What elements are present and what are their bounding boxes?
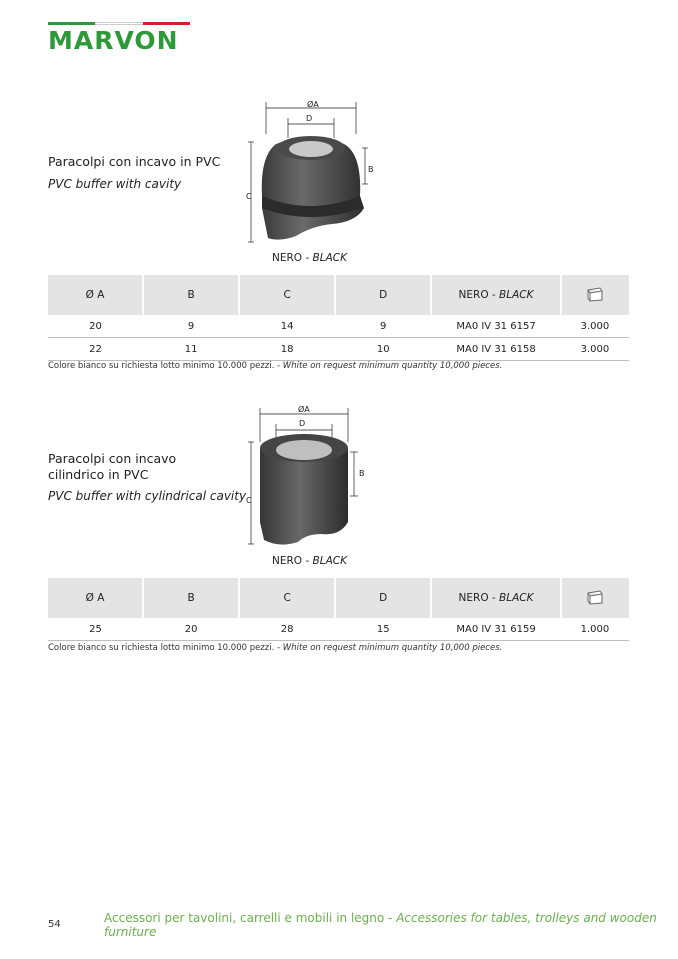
header-c: C <box>239 275 335 315</box>
product-title-it: Paracolpi con incavo in PVC <box>48 154 221 169</box>
flag-white <box>95 22 142 25</box>
color-label <box>272 555 347 567</box>
cell-d: 9 <box>335 315 431 338</box>
box-icon <box>586 286 604 302</box>
spec-table-1 <box>48 275 629 361</box>
product-title-it: Paracolpi con incavo cilindrico in PVC <box>48 451 177 482</box>
header-color-it: NERO - <box>458 592 500 604</box>
dim-d-label: D <box>306 114 313 123</box>
header-color <box>431 275 561 315</box>
table-header-row <box>48 275 629 315</box>
table-note <box>48 361 502 371</box>
color-label <box>272 252 347 264</box>
note-it: Colore bianco su richiesta lotto minimo 10.000 pezzi. - <box>48 643 283 653</box>
header-color-en: BLACK <box>499 289 534 301</box>
cell-b: 9 <box>143 315 239 338</box>
header-box-cell <box>561 578 629 618</box>
cell-c: 28 <box>239 618 335 641</box>
product-image-buffer-cylindrical <box>240 402 380 554</box>
brand-name: MARVON <box>48 26 179 55</box>
dim-c-label: C <box>246 496 252 505</box>
box-icon <box>586 589 604 605</box>
footer-text-it: Accessori per tavolini, carrelli e mobili in legno - <box>104 911 397 925</box>
dim-d-label: D <box>299 419 306 428</box>
cell-b: 20 <box>143 618 239 641</box>
footer-text-en: Accessories for tables, trolleys and wooden furniture <box>104 911 657 939</box>
cell-a: 20 <box>48 315 143 338</box>
table-header-row <box>48 578 629 618</box>
table-row <box>48 338 629 361</box>
cell-code: MA0 IV 31 6159 <box>431 618 561 641</box>
dim-a-label: ØA <box>307 100 319 109</box>
cell-c: 18 <box>239 338 335 361</box>
header-color <box>431 578 561 618</box>
flag-stripe <box>48 22 190 25</box>
spec-table-2 <box>48 578 629 641</box>
cell-d: 10 <box>335 338 431 361</box>
header-d: D <box>335 275 431 315</box>
dim-b-label: B <box>368 165 374 174</box>
cell-c: 14 <box>239 315 335 338</box>
flag-green <box>48 22 95 25</box>
note-en: White on request minimum quantity 10,000 pieces. <box>282 361 503 371</box>
dim-b-label: B <box>359 469 365 478</box>
footer-caption <box>104 911 678 939</box>
cell-d: 15 <box>335 618 431 641</box>
header-color-en: BLACK <box>499 592 534 604</box>
header-color-it: NERO - <box>458 289 500 301</box>
header-box-cell <box>561 275 629 315</box>
cell-a: 25 <box>48 618 143 641</box>
header-dia-a: Ø A <box>48 275 143 315</box>
flag-red <box>143 22 190 25</box>
cell-code: MA0 IV 31 6157 <box>431 315 561 338</box>
header-dia-a: Ø A <box>48 578 143 618</box>
page-number: 54 <box>48 919 61 930</box>
dim-c-label: C <box>246 192 252 201</box>
cell-a: 22 <box>48 338 143 361</box>
brand-logo <box>48 22 190 55</box>
header-d: D <box>335 578 431 618</box>
header-c: C <box>239 578 335 618</box>
cell-qty: 3.000 <box>561 338 629 361</box>
table-note <box>48 643 502 653</box>
note-it: Colore bianco su richiesta lotto minimo 10.000 pezzi. - <box>48 361 283 371</box>
color-label-en: BLACK <box>312 555 347 567</box>
table-row <box>48 618 629 641</box>
color-label-it: NERO - <box>272 252 313 264</box>
product-title-en: PVC buffer with cavity <box>48 177 182 191</box>
product-title-en: PVC buffer with cylindrical cavity <box>48 489 247 503</box>
note-en: White on request minimum quantity 10,000 pieces. <box>282 643 503 653</box>
table-row <box>48 315 629 338</box>
color-label-en: BLACK <box>312 252 347 264</box>
header-b: B <box>143 578 239 618</box>
cell-code: MA0 IV 31 6158 <box>431 338 561 361</box>
cell-qty: 3.000 <box>561 315 629 338</box>
color-label-it: NERO - <box>272 555 313 567</box>
cell-qty: 1.000 <box>561 618 629 641</box>
dim-a-label: ØA <box>298 405 310 414</box>
header-b: B <box>143 275 239 315</box>
cell-b: 11 <box>143 338 239 361</box>
